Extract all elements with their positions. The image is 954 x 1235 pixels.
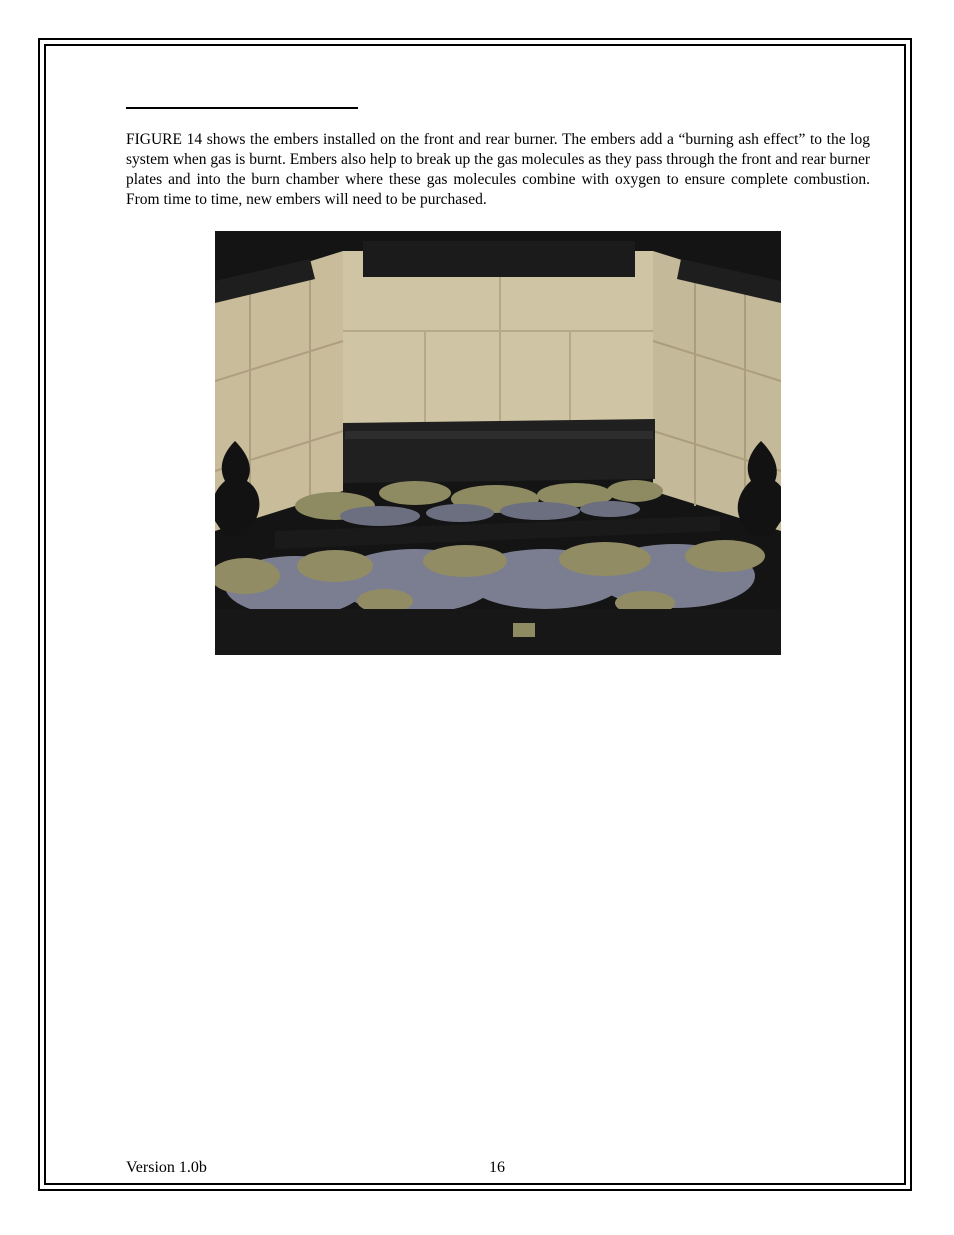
footer-page-number: 16 — [489, 1159, 505, 1176]
figure-description-paragraph: FIGURE 14 shows the embers installed on the front and rear burner. The embers add a “burning ash effect” to the log system when gas is burnt. Embers also help to break up the gas molecules as they pass through the front and rear burner plates and into the burn chamber where these gas molecules combine with oxygen to ensure complete combustion. From time to time, new embers will need to be purchased. — [126, 131, 870, 208]
footer-version: Version 1.0b — [126, 1159, 207, 1176]
heading-underline — [126, 107, 358, 109]
figure-14-photo-embers — [215, 231, 781, 655]
